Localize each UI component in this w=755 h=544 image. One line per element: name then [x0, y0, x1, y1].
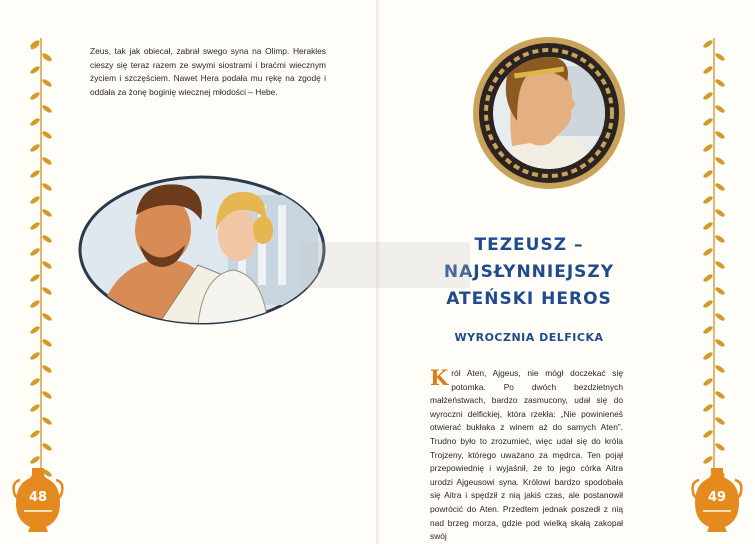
- right-paragraph-text: ról Aten, Ajgeus, nie mógł doczekać się potomka. Po dwóch bezdzietnych małżeństwach, bardzo zasmucony, udał się do wyroczni delfickiej, która rzekła: „Nie powinieneś otwierać bukłaka z winem aż do samych Aten”. Trudno było to zrozumieć, więc udał się do króla Trojzeny, którego uważano za mędrca. Ten pojął przepowiednię i wyjaśnił, że to jego córka Aitra urodzi Ajgeusowi syna. Królowi bardzo spodobała się Aitra i spędził z nią jakiś czas, ale postanowił powrócić do Aten. Przedtem jednak poszedł z nią nad brzeg morza, gdzie pod wielką skałą zakopał swój: [430, 368, 623, 542]
- laurel-leaf: [714, 52, 725, 62]
- laurel-leaf: [30, 91, 41, 101]
- chapter-title-line-1: TEZEUSZ –: [474, 235, 584, 255]
- laurel-leaf: [41, 416, 52, 426]
- laurel-leaf: [41, 338, 52, 348]
- left-paragraph: Zeus, tak jak obiecał, zabrał swego syna na Olimp. Herakles cieszy się teraz razem ze swymi siostrami i braćmi wiecznym życiem i szczęściem. Nawet Hera podała mu rękę na zgodę i oddała za żonę boginię wiecznej młodości – Hebe.: [90, 46, 326, 97]
- laurel-leaf: [703, 377, 714, 387]
- laurel-leaf: [703, 39, 714, 49]
- laurel-leaf: [30, 273, 41, 283]
- laurel-leaf: [41, 234, 52, 244]
- laurel-leaf: [714, 260, 725, 270]
- laurel-leaf: [30, 377, 41, 387]
- laurel-leaf: [30, 325, 41, 335]
- laurel-leaf: [714, 234, 725, 244]
- laurel-leaf: [703, 169, 714, 179]
- laurel-leaf: [703, 195, 714, 205]
- laurel-leaf: [714, 78, 725, 88]
- right-paragraph: [430, 367, 623, 544]
- theseus-medallion-illustration: [472, 36, 626, 190]
- chapter-title-line-3: ATEŃSKI HEROS: [446, 289, 612, 309]
- laurel-leaf: [703, 403, 714, 413]
- laurel-leaf: [703, 325, 714, 335]
- laurel-leaf: [41, 52, 52, 62]
- laurel-leaf: [714, 104, 725, 114]
- laurel-leaf: [703, 221, 714, 231]
- laurel-leaf: [41, 390, 52, 400]
- laurel-leaf: [30, 117, 41, 127]
- chapter-title-line-2: NAJSŁYNNIEJSZY: [443, 262, 615, 282]
- laurel-leaf: [41, 208, 52, 218]
- laurel-leaf: [703, 117, 714, 127]
- laurel-leaf: [714, 364, 725, 374]
- laurel-leaf: [41, 260, 52, 270]
- laurel-leaf: [714, 442, 725, 452]
- page-number-right: 49: [707, 490, 727, 505]
- laurel-leaf: [41, 182, 52, 192]
- laurel-leaf: [703, 65, 714, 75]
- laurel-leaf: [714, 182, 725, 192]
- laurel-leaf: [30, 221, 41, 231]
- laurel-leaf: [30, 403, 41, 413]
- herakles-hebe-illustration: [78, 175, 326, 325]
- laurel-leaf: [41, 286, 52, 296]
- laurel-leaf: [41, 104, 52, 114]
- laurel-leaf: [30, 299, 41, 309]
- laurel-leaf: [30, 169, 41, 179]
- laurel-leaf: [30, 351, 41, 361]
- laurel-leaf: [703, 429, 714, 439]
- watermark-overlay: [300, 242, 470, 288]
- laurel-leaf: [41, 156, 52, 166]
- laurel-leaf: [714, 156, 725, 166]
- laurel-leaf: [30, 143, 41, 153]
- laurel-vine-left: [30, 38, 52, 478]
- laurel-leaf: [703, 247, 714, 257]
- laurel-leaf: [30, 65, 41, 75]
- laurel-leaf: [714, 416, 725, 426]
- page-number-left: 48: [28, 490, 48, 505]
- laurel-leaf: [30, 455, 41, 465]
- laurel-leaf: [41, 312, 52, 322]
- laurel-leaf: [41, 78, 52, 88]
- laurel-leaf: [714, 390, 725, 400]
- laurel-leaf: [703, 273, 714, 283]
- laurel-leaf: [714, 338, 725, 348]
- laurel-vine-right: [703, 38, 725, 478]
- laurel-leaf: [703, 91, 714, 101]
- laurel-leaf: [714, 208, 725, 218]
- laurel-leaf: [714, 312, 725, 322]
- laurel-leaf: [30, 429, 41, 439]
- laurel-leaf: [703, 143, 714, 153]
- laurel-leaf: [714, 130, 725, 140]
- section-subtitle: WYROCZNIA DELFICKA: [454, 331, 604, 344]
- laurel-leaf: [30, 195, 41, 205]
- drop-cap: K: [430, 365, 449, 390]
- laurel-leaf: [703, 299, 714, 309]
- laurel-leaf: [30, 247, 41, 257]
- laurel-leaf: [714, 286, 725, 296]
- laurel-leaf: [41, 130, 52, 140]
- laurel-leaf: [703, 455, 714, 465]
- laurel-leaf: [703, 351, 714, 361]
- laurel-leaf: [41, 442, 52, 452]
- laurel-leaf: [41, 364, 52, 374]
